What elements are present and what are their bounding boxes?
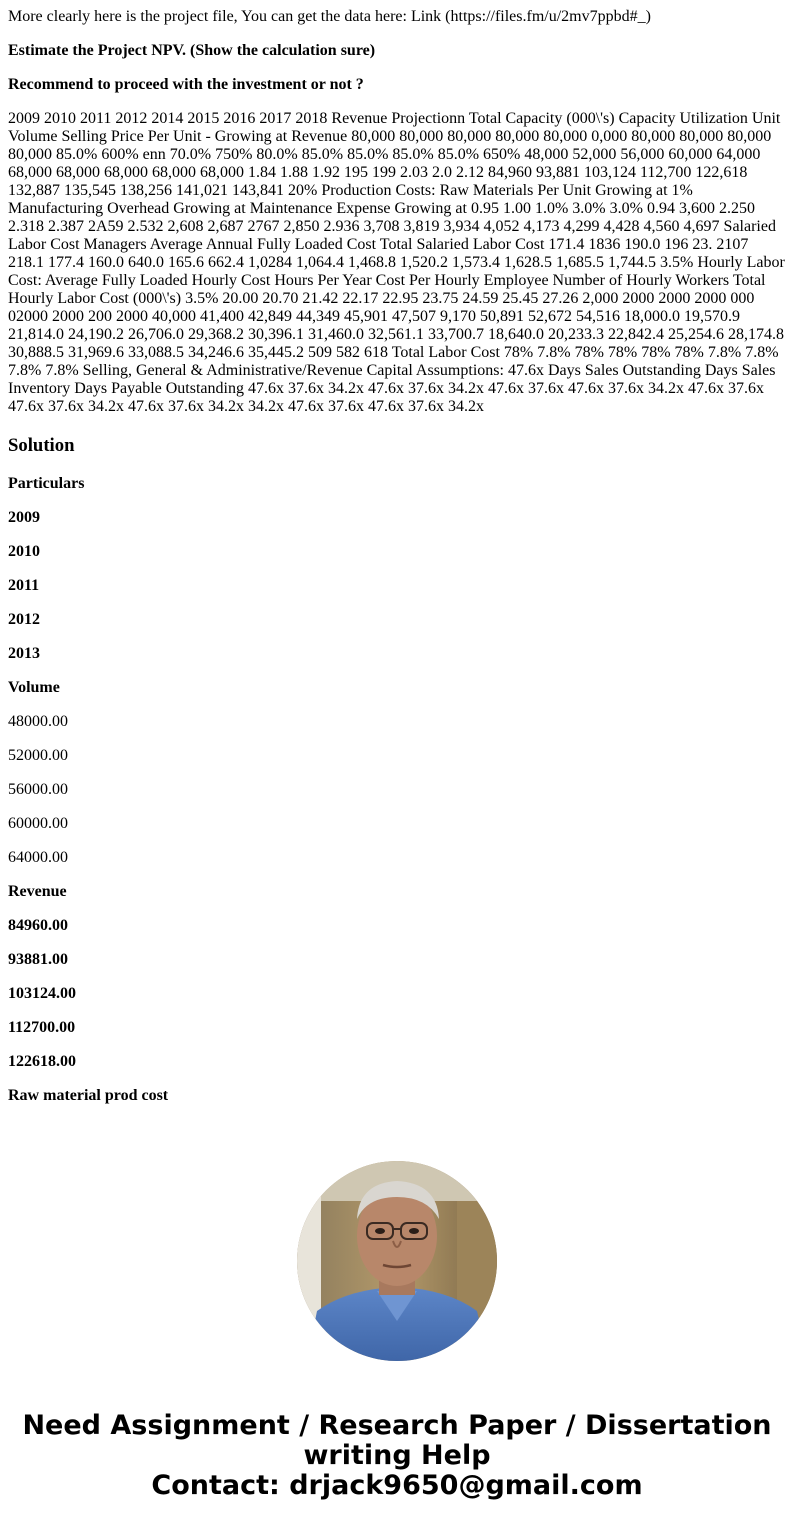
solution-row: Volume	[8, 679, 60, 696]
solution-row: 60000.00	[8, 815, 68, 832]
footer-line-1: Need Assignment / Research Paper / Dissertation	[22, 1410, 772, 1441]
avatar-photo	[297, 1161, 497, 1361]
question-intro: More clearly here is the project file, You can get the data here: Link (https://files.fm/u/2mv7ppbd#_)	[8, 8, 651, 25]
solution-row: 56000.00	[8, 781, 68, 798]
task-npv: Estimate the Project NPV. (Show the calculation sure)	[8, 42, 376, 59]
footer-line-2: writing Help	[303, 1440, 491, 1471]
solution-row: Particulars	[8, 475, 85, 492]
task-recommend: Recommend to proceed with the investment or not ?	[8, 76, 364, 93]
solution-row: 112700.00	[8, 1019, 76, 1036]
solution-row: 48000.00	[8, 713, 68, 730]
solution-row: 64000.00	[8, 849, 68, 866]
author-avatar	[297, 1161, 497, 1361]
data-table-text: 2009 2010 2011 2012 2014 2015 2016 2017 2018 Revenue Projectionn Total Capacity (000\'s) Capacity Utilization Unit Volume Selling Price Per Unit - Growing at Revenue 80,000 80,000 80,000 80,000 80,000 0,000 80,000 80,000 80,000 80,000 85.0% 600% enn 70.0% 750% 80.0% 85.0% 85.0% 85.0% 85.0% 650% 48,000 52,000 56,000 60,000 64,000 68,000 68,000 68,000 68,000 68,000 1.84 1.88 1.92 195 199 2.03 2.0 2.12 84,960 93,881 103,124 112,700 122,618 132,887 135,545 138,256 141,021 143,841 20% Production Costs: Raw Materials Per Unit Growing at 1% Manufacturing Overhead Growing at Maintenance Expense Growing at 0.95 1.00 1.0% 3.0% 3.0% 0.94 3,600 2.250 2.318 2.387 2A59 2.532 2,608 2,687 2767 2,850 2.936 3,708 3,819 3,934 4,052 4,173 4,299 4,428 4,560 4,697 Salaried Labor Cost Managers Average Annual Fully Loaded Cost Total Salaried Labor Cost 171.4 1836 190.0 196 23. 2107 218.1 177.4 160.0 640.0 165.6 662.4 1,0284 1,064.4 1,468.8 1,520.2 1,573.4 1,628.5 1,685.5 1,744.5 3.5% Hourly Labor Cost: Average Fully Loaded Hourly Cost Hours Per Year Cost Per Hourly Employee Number of Hourly Workers Total Hourly Labor Cost (000\'s) 3.5% 20.00 20.70 21.42 22.17 22.95 23.75 24.59 25.45 27.26 2,000 2000 2000 2000 000 02000 2000 200 2000 40,000 41,400 42,849 44,349 45,901 47,507 9,170 50,891 52,672 54,516 18,000.0 19,570.9 21,814.0 24,190.2 26,706.0 29,368.2 30,396.1 31,460.0 32,561.1 33,700.7 18,640.0 20,233.3 22,842.4 25,254.6 28,174.8 30,888.5 31,969.6 33,088.5 34,246.6 35,445.2 509 582 618 Total Labor Cost 78% 7.8% 78% 78% 78% 78% 7.8% 7.8% 7.8% 7.8% Selling, General & Administrative/Revenue Capital Assumptions: 47.6x Days Sales Outstanding Days Sales Inventory Days Payable Outstanding 47.6x 37.6x 34.2x 47.6x 37.6x 34.2x 47.6x 37.6x 47.6x 37.6x 34.2x 47.6x 37.6x 47.6x 37.6x 34.2x 47.6x 37.6x 34.2x 34.2x 47.6x 37.6x 47.6x 37.6x 34.2x	[8, 110, 785, 415]
solution-row: 122618.00	[8, 1053, 76, 1070]
solution-row: 2012	[8, 611, 40, 628]
solution-row: 2011	[8, 577, 40, 594]
solution-row: 2013	[8, 645, 40, 662]
solution-row: 93881.00	[8, 951, 68, 968]
footer-contact-email: Contact: drjack9650@gmail.com	[151, 1470, 643, 1501]
document-body	[0, 8, 794, 1105]
solution-row: 2010	[8, 543, 40, 560]
solution-row: 103124.00	[8, 985, 76, 1002]
solution-row: 2009	[8, 509, 40, 526]
solution-rows	[8, 475, 786, 1105]
solution-row: 52000.00	[8, 747, 68, 764]
solution-row: 84960.00	[8, 917, 68, 934]
solution-row: Raw material prod cost	[8, 1087, 169, 1104]
solution-heading: Solution	[8, 435, 75, 456]
contact-footer	[0, 1411, 794, 1501]
solution-row: Revenue	[8, 883, 67, 900]
